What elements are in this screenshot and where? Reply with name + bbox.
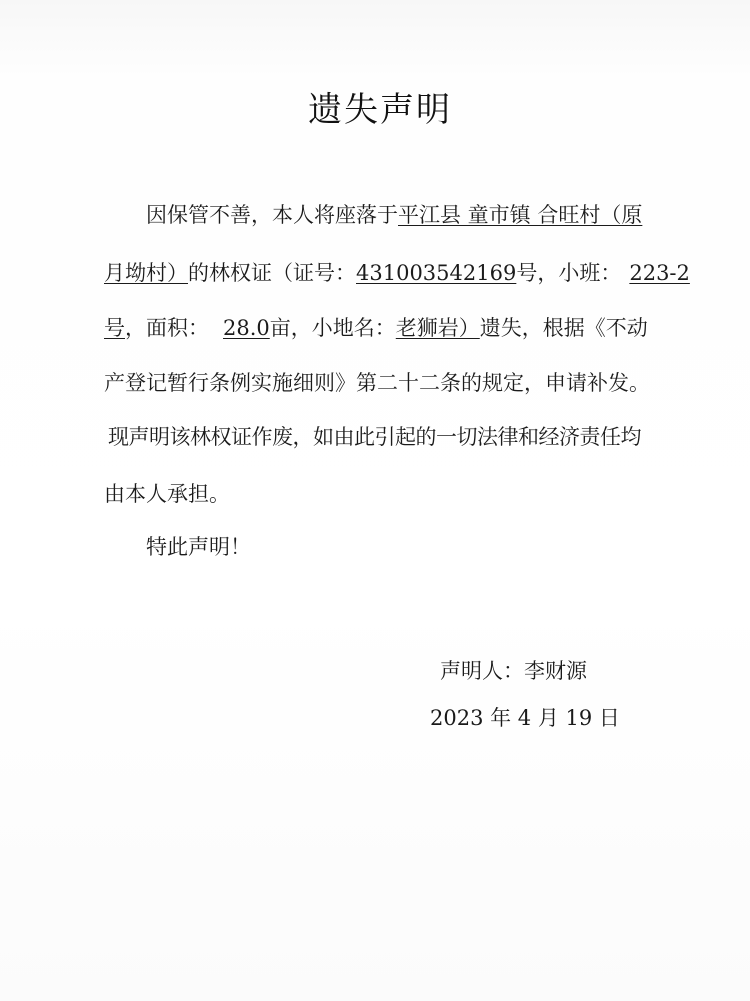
line-3-text: ，面积： xyxy=(125,316,209,340)
paragraph-line-5: 现声明该林权证作废，如由此引起的一切法律和经济责任均 xyxy=(108,425,641,449)
line-2-text-b: 号，小班： xyxy=(516,261,622,285)
line-3-text-b: 亩，小地名： xyxy=(269,316,396,340)
location-text: 平江县 童市镇 合旺村（原 xyxy=(398,203,643,227)
subcompartment-suffix: 号 xyxy=(104,316,125,340)
area-value: 28.0 xyxy=(223,316,270,340)
paragraph-line-3 xyxy=(104,313,648,343)
paragraph-line-1 xyxy=(146,200,642,230)
declaration-date: 2023 年 4 月 19 日 xyxy=(430,706,620,730)
closing-statement: 特此声明！ xyxy=(146,535,251,559)
declarant-signature: 声明人：李财源 xyxy=(440,659,587,683)
line-2-text: 的林权证（证号： xyxy=(188,261,356,285)
line-3-text-c: 遗失，根据《不动 xyxy=(479,316,648,340)
certificate-number: 431003542169 xyxy=(356,261,517,285)
paragraph-line-6: 由本人承担。 xyxy=(104,482,230,506)
paragraph-line-4: 产登记暂行条例实施细则》第二十二条的规定，申请补发。 xyxy=(104,371,650,395)
line-1-text: 因保管不善，本人将座落于 xyxy=(146,203,398,227)
paragraph-line-2 xyxy=(104,258,690,288)
document-title: 遗失声明 xyxy=(308,90,452,130)
location-text-cont: 月坳村） xyxy=(104,261,188,285)
subcompartment-number: 223-2 xyxy=(629,261,690,285)
place-name: 老狮岩） xyxy=(395,316,480,340)
